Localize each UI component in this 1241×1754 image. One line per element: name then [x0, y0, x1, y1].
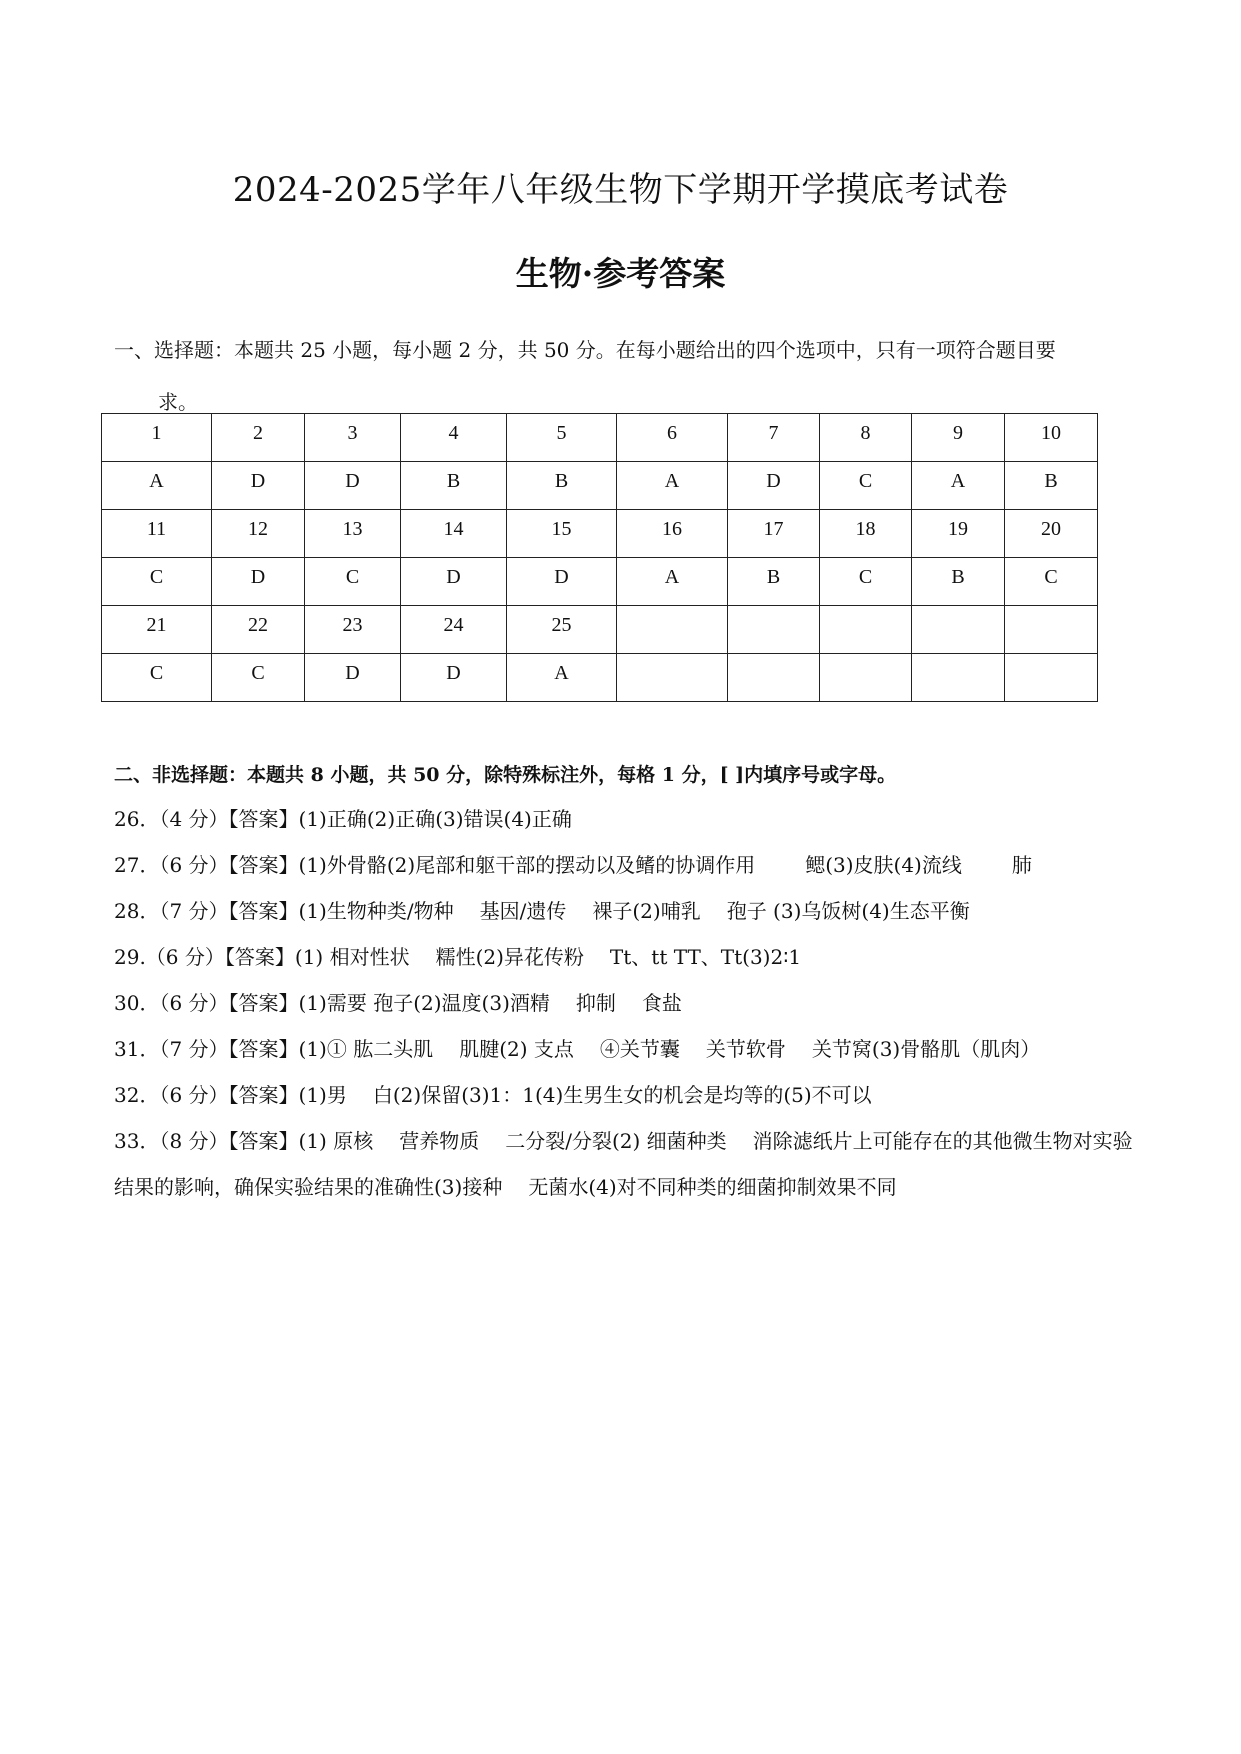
table-cell: 1 [102, 414, 212, 462]
table-row [102, 606, 1098, 654]
table-cell: 10 [1005, 414, 1098, 462]
table-cell: D [212, 462, 305, 510]
answer-part: 白(2)保留(3)1：1(4)生男生女的机会是均等的(5)不可以 [372, 1083, 872, 1107]
section2-heading: 二、非选择题：本题共 8 小题，共 50 分，除特殊标注外，每格 1 分，[ ]内填序号或字母。 [114, 764, 897, 786]
table-cell: D [507, 558, 617, 606]
table-cell: B [728, 558, 820, 606]
answer-part: 营养物质 [399, 1129, 480, 1153]
table-row [102, 414, 1098, 462]
answer-line [114, 934, 1144, 980]
table-cell: C [1005, 558, 1098, 606]
table-cell: A [507, 654, 617, 702]
table-row [102, 510, 1098, 558]
table-cell: 13 [305, 510, 401, 558]
table-row [102, 462, 1098, 510]
table-cell: 21 [102, 606, 212, 654]
question-prefix: 32．（6 分）【答案】 [114, 1083, 299, 1107]
answer-table [101, 413, 1098, 702]
table-cell: A [912, 462, 1005, 510]
table-cell: C [102, 558, 212, 606]
answer-part: 无菌水(4)对不同种类的细菌抑制效果不同 [528, 1175, 897, 1199]
question-prefix: 29.（6 分）【答案】 [114, 945, 295, 969]
answer-line [114, 796, 1144, 842]
table-cell: 8 [820, 414, 912, 462]
table-cell: 18 [820, 510, 912, 558]
table-cell: 2 [212, 414, 305, 462]
table-cell: A [102, 462, 212, 510]
answer-line [114, 1072, 1144, 1118]
table-cell: D [401, 558, 507, 606]
table-cell: 5 [507, 414, 617, 462]
answer-part: 裸子(2)哺乳 [592, 899, 701, 923]
table-cell: 24 [401, 606, 507, 654]
table-row [102, 654, 1098, 702]
table-cell [728, 654, 820, 702]
table-cell [617, 654, 728, 702]
question-prefix: 28．（7 分）【答案】 [114, 899, 299, 923]
answer-line [114, 842, 1144, 888]
section1-heading-line1: 一、选择题：本题共 25 小题，每小题 2 分，共 50 分。在每小题给出的四个选项中，只有一项符合题目要 [114, 338, 1056, 362]
answer-part: (1)男 [298, 1083, 347, 1107]
table-cell: B [507, 462, 617, 510]
page-title: 2024-2025学年八年级生物下学期开学摸底考试卷 [232, 170, 1009, 210]
table-cell: B [401, 462, 507, 510]
answer-part: 二分裂/分裂(2) 细菌种类 [505, 1129, 727, 1153]
question-prefix: 30．（6 分）【答案】 [114, 991, 299, 1015]
table-cell: B [1005, 462, 1098, 510]
table-cell: D [401, 654, 507, 702]
table-cell: 16 [617, 510, 728, 558]
table-cell: D [212, 558, 305, 606]
table-cell [1005, 654, 1098, 702]
table-cell: 17 [728, 510, 820, 558]
table-cell: 7 [728, 414, 820, 462]
answer-line [114, 888, 1144, 934]
table-cell [617, 606, 728, 654]
answer-part: (1)生物种类/物种 [298, 899, 454, 923]
answer-part: 关节窝(3)骨骼肌（肌肉） [811, 1037, 1041, 1061]
table-cell [912, 606, 1005, 654]
table-cell: C [820, 462, 912, 510]
answer-line [114, 1118, 1144, 1210]
table-cell: 22 [212, 606, 305, 654]
answer-part: 肺 [1011, 853, 1032, 877]
answer-part: (1)外骨骼(2)尾部和躯干部的摆动以及鳍的协调作用 [298, 853, 756, 877]
table-cell: C [305, 558, 401, 606]
answer-part: Tt、tt TT、Tt(3)2∶1 [609, 945, 802, 969]
table-cell: B [912, 558, 1005, 606]
table-cell: 19 [912, 510, 1005, 558]
table-cell: 4 [401, 414, 507, 462]
table-cell: 3 [305, 414, 401, 462]
question-answer-list [114, 796, 1144, 1210]
table-cell: A [617, 462, 728, 510]
table-row [102, 558, 1098, 606]
answer-part: 鳃(3)皮肤(4)流线 [805, 853, 962, 877]
table-cell: 11 [102, 510, 212, 558]
table-cell: 14 [401, 510, 507, 558]
table-cell: 6 [617, 414, 728, 462]
answer-part: 关节软骨 [705, 1037, 786, 1061]
page-subtitle: 生物·参考答案 [515, 254, 726, 293]
table-cell: D [728, 462, 820, 510]
table-cell: 25 [507, 606, 617, 654]
table-cell [820, 606, 912, 654]
table-cell: 20 [1005, 510, 1098, 558]
table-cell [1005, 606, 1098, 654]
table-cell: 15 [507, 510, 617, 558]
table-cell: C [102, 654, 212, 702]
question-prefix: 27．（6 分）【答案】 [114, 853, 299, 877]
answer-part: ④关节囊 [599, 1037, 680, 1061]
table-cell: C [212, 654, 305, 702]
table-cell [728, 606, 820, 654]
table-cell: 23 [305, 606, 401, 654]
answer-part: 糯性(2)异花传粉 [435, 945, 584, 969]
answer-part: 孢子 (3)乌饭树(4)生态平衡 [726, 899, 970, 923]
answer-part: 抑制 [575, 991, 616, 1015]
answer-line [114, 1026, 1144, 1072]
answer-part: (1) 原核 [298, 1129, 374, 1153]
table-cell: 12 [212, 510, 305, 558]
question-prefix: 33．（8 分）【答案】 [114, 1129, 299, 1153]
table-cell: D [305, 654, 401, 702]
table-cell [820, 654, 912, 702]
question-prefix: 26．（4 分）【答案】 [114, 807, 299, 831]
answer-part: 基因/遗传 [479, 899, 567, 923]
answer-part: 食盐 [641, 991, 682, 1015]
table-cell: D [305, 462, 401, 510]
answer-part: (1)正确(2)正确(3)错误(4)正确 [298, 807, 572, 831]
answer-part: 消除滤纸片上可能存在的其他微生物对实验结果的影响，确保实验结果的准确性(3)接种 [114, 1129, 1133, 1199]
answer-part: 肌腱(2) 支点 [459, 1037, 574, 1061]
table-cell: A [617, 558, 728, 606]
table-cell: C [820, 558, 912, 606]
answer-part: (1)需要 孢子(2)温度(3)酒精 [298, 991, 550, 1015]
question-prefix: 31．（7 分）【答案】 [114, 1037, 299, 1061]
section1-heading-line2: 求。 [158, 390, 198, 414]
answer-part: (1)① 肱二头肌 [298, 1037, 434, 1061]
answer-part: (1) 相对性状 [294, 945, 410, 969]
table-cell: 9 [912, 414, 1005, 462]
table-cell [912, 654, 1005, 702]
answer-line [114, 980, 1144, 1026]
